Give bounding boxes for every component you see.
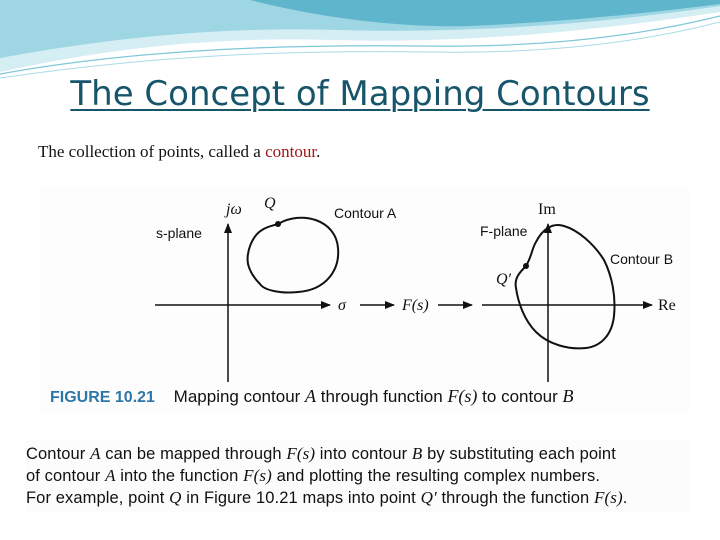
explanation-line-3	[26, 488, 627, 508]
slide-subtitle	[38, 142, 320, 162]
text-span: and plotting the resulting complex numbers.	[276, 467, 601, 485]
var-fs: F(s)	[243, 466, 272, 485]
figure-caption	[50, 386, 574, 407]
point-q-prime-label: Q′	[496, 271, 512, 288]
subtitle-end: .	[316, 142, 321, 161]
text-span: of contour	[26, 467, 101, 485]
contour-diagram	[40, 186, 690, 414]
slide-title: The Concept of Mapping Contours	[70, 74, 650, 114]
subtitle-text: The collection of points, called a	[38, 142, 261, 161]
caption-text-1: Mapping contour	[173, 387, 301, 406]
mapping-function-label: F(s)	[402, 297, 429, 314]
var-a: A	[105, 466, 116, 485]
f-plane-im-label: Im	[538, 201, 556, 218]
var-a: A	[90, 444, 101, 463]
caption-text-3: to contour	[482, 387, 558, 406]
f-plane-label: F-plane	[480, 223, 528, 239]
contour-a	[248, 218, 339, 293]
point-q-marker	[275, 221, 281, 227]
contour-b-label: Contour B	[610, 251, 674, 267]
var-q-prime: Q′	[420, 488, 437, 507]
text-span: into the function	[120, 467, 239, 485]
var-fs: F(s)	[286, 444, 316, 463]
text-span: .	[622, 489, 628, 507]
s-plane-jw-label: jω	[226, 201, 242, 218]
point-q-label: Q	[264, 195, 276, 212]
var-q: Q	[169, 488, 182, 507]
explanation-box	[26, 440, 690, 512]
mapping-figure	[40, 186, 690, 414]
caption-text-2: through function	[320, 387, 443, 406]
explanation-line-2	[26, 466, 600, 486]
text-span: Contour	[26, 445, 86, 463]
explanation-line-1	[26, 444, 616, 464]
caption-var-fs: F(s)	[447, 386, 478, 406]
text-span: in Figure 10.21 maps into point	[186, 489, 416, 507]
text-span: into contour	[319, 445, 408, 463]
text-span: by substituting each point	[427, 445, 616, 463]
s-plane-label: s-plane	[156, 225, 202, 241]
caption-var-a: A	[305, 386, 317, 406]
text-span: through the function	[441, 489, 590, 507]
text-span: For example, point	[26, 489, 165, 507]
figure-number: FIGURE 10.21	[50, 389, 155, 406]
contour-a-label: Contour A	[334, 205, 397, 221]
text-span: can be mapped through	[105, 445, 282, 463]
s-plane-sigma-label: σ	[338, 297, 346, 314]
var-fs: F(s)	[594, 488, 623, 507]
f-plane-re-label: Re	[658, 297, 676, 314]
caption-var-b: B	[562, 386, 574, 406]
var-b: B	[411, 444, 423, 463]
contour-b	[516, 225, 615, 348]
subtitle-keyword: contour	[265, 142, 317, 161]
point-q-prime-marker	[523, 263, 529, 269]
